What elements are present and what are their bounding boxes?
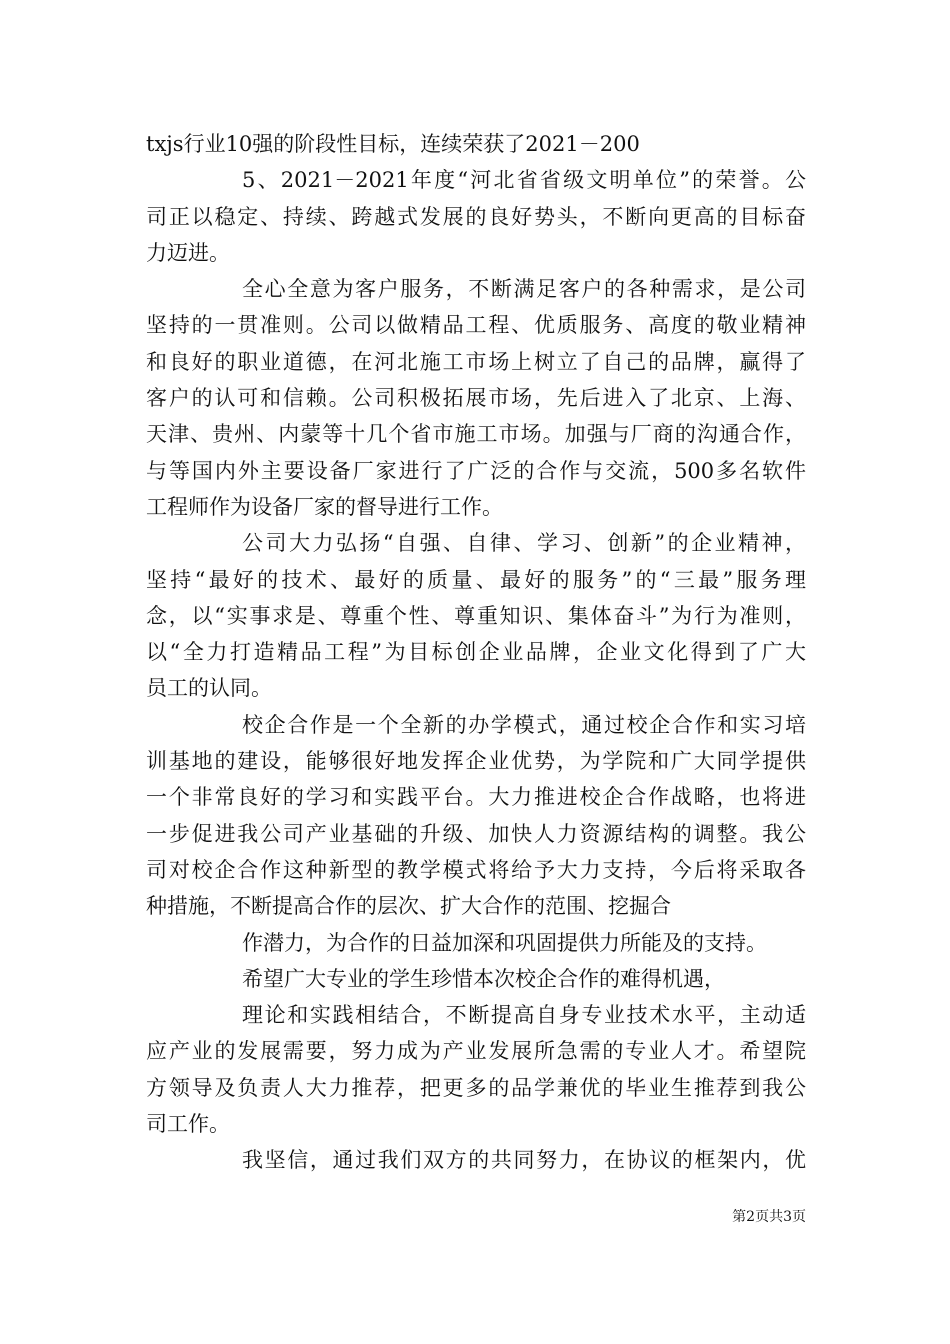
- text-line: 司工作。: [146, 1112, 230, 1137]
- text-line: 校企合作是一个全新的办学模式，通过校企合作和实习培: [242, 712, 806, 737]
- text-line: 公司大力弘扬“自强、自律、学习、创新”的企业精神，: [242, 531, 806, 556]
- text-line: 员工的认同。: [146, 676, 272, 701]
- text-line: 与等国内外主要设备厂家进行了广泛的合作与交流，500多名软件: [146, 458, 806, 483]
- text-line: 方领导及负责人大力推荐，把更多的品学兼优的毕业生推荐到我公: [146, 1075, 806, 1100]
- text-line: 全心全意为客户服务，不断满足客户的各种需求，是公司: [242, 277, 806, 302]
- body-text: [146, 126, 806, 1179]
- text-line: 天津、贵州、内蒙等十几个省市施工市场。加强与厂商的沟通合作，: [146, 422, 806, 447]
- text-line: 坚持“最好的技术、最好的质量、最好的服务”的“三最”服务理: [146, 567, 806, 592]
- text-line: 理论和实践相结合，不断提高自身专业技术水平，主动适: [242, 1003, 806, 1028]
- text-line: 一步促进我公司产业基础的升级、加快人力资源结构的调整。我公: [146, 821, 806, 846]
- text-line: txjs行业10强的阶段性目标，连续荣获了2021－200: [146, 132, 640, 156]
- text-line: 念，以“实事求是、尊重个性、尊重知识、集体奋斗”为行为准则，: [146, 603, 806, 628]
- text-line: 和良好的职业道德，在河北施工市场上树立了自己的品牌，赢得了: [146, 349, 806, 374]
- text-line: 客户的认可和信赖。公司积极拓展市场，先后进入了北京、上海、: [146, 386, 806, 411]
- text-line: 希望广大专业的学生珍惜本次校企合作的难得机遇，: [242, 966, 725, 991]
- text-line: 坚持的一贯准则。公司以做精品工程、优质服务、高度的敬业精神: [146, 313, 806, 338]
- text-line: 力迈进。: [146, 240, 230, 265]
- text-line: 5、2021－2021年度“河北省省级文明单位”的荣誉。公: [242, 168, 806, 193]
- text-line: 种措施，不断提高合作的层次、扩大合作的范围、挖掘合: [146, 894, 671, 919]
- text-line: 工程师作为设备厂家的督导进行工作。: [146, 494, 503, 519]
- page-number: 第2页共3页: [732, 1209, 806, 1225]
- text-line: 以“全力打造精品工程”为目标创企业品牌，企业文化得到了广大: [146, 640, 806, 665]
- text-line: 作潜力，为合作的日益加深和巩固提供力所能及的支持。: [242, 930, 767, 955]
- text-line: 司对校企合作这种新型的教学模式将给予大力支持，今后将采取各: [146, 857, 806, 882]
- text-line: 训基地的建设，能够很好地发挥企业优势，为学院和广大同学提供: [146, 749, 806, 774]
- text-line: 一个非常良好的学习和实践平台。大力推进校企合作战略，也将进: [146, 785, 806, 810]
- text-line: 我坚信，通过我们双方的共同努力，在协议的框架内，优: [242, 1148, 806, 1173]
- text-line: 应产业的发展需要，努力成为产业发展所急需的专业人才。希望院: [146, 1039, 806, 1064]
- text-line: 司正以稳定、持续、跨越式发展的良好势头，不断向更高的目标奋: [146, 204, 806, 229]
